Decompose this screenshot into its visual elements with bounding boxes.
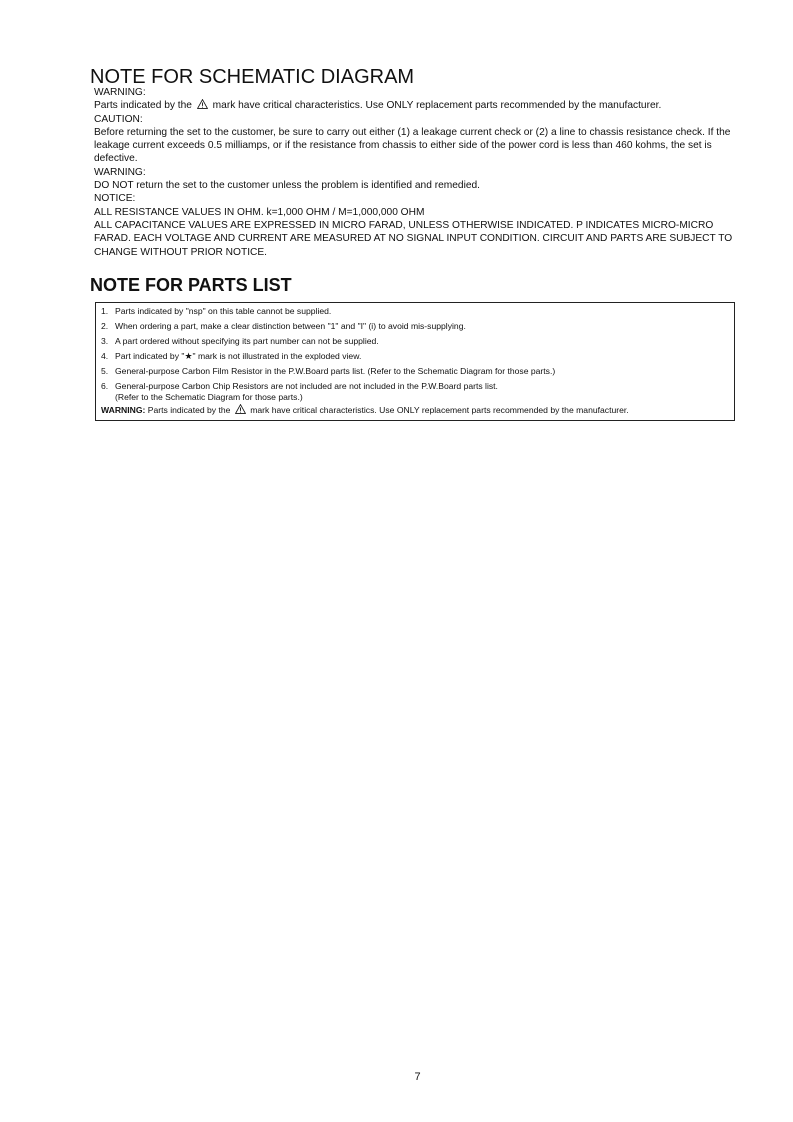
item-text-line-1: General-purpose Carbon Chip Resistors are not included are not included in the P.W.Board parts list. (115, 381, 498, 391)
caution-text: Before returning the set to the customer, be sure to carry out either (1) a leakage current check or (2) a line to chassis resistance check. If the leakage current exceeds 0.5 milliamps, or if the resistance from chassis to either side of the power cord is less than 460 kohms, the set is defective. (94, 126, 731, 165)
item-text-post: " mark is not illustrated in the exploded view. (192, 351, 362, 361)
schematic-note-title: NOTE FOR SCHEMATIC DIAGRAM (90, 66, 415, 88)
parts-note-title: NOTE FOR PARTS LIST (90, 275, 292, 295)
list-item (101, 366, 734, 377)
notice-label: NOTICE: (94, 193, 136, 205)
caution-triangle-icon (235, 404, 246, 414)
item-text-pre: Part indicated by " (115, 351, 185, 361)
schematic-note-body (94, 86, 750, 259)
parts-note-box (95, 302, 735, 421)
star-icon: ★ (184, 351, 193, 361)
warning2-text: DO NOT return the set to the customer unless the problem is identified and remedied. (94, 180, 480, 192)
item-number: 1. (101, 306, 109, 316)
item-number: 2. (101, 321, 109, 331)
warning-text-post: mark have critical characteristics. Use ONLY replacement parts recommended by the manufacturer. (212, 100, 662, 112)
item-text (115, 381, 734, 403)
parts-warning-post: mark have critical characteristics. Use ONLY replacement parts recommended by the manufacturer. (250, 405, 629, 415)
item-text: Parts indicated by "nsp" on this table cannot be supplied. (115, 306, 332, 316)
parts-warning-pre: Parts indicated by the (147, 405, 231, 415)
notice-line-1: ALL RESISTANCE VALUES IN OHM. k=1,000 OHM / M=1,000,000 OHM (94, 206, 425, 218)
item-text: When ordering a part, make a clear distinction between "1" and "I" (i) to avoid mis-supplying. (115, 321, 466, 331)
item-text-line-2: (Refer to the Schematic Diagram for those parts.) (115, 392, 303, 402)
item-number: 3. (101, 336, 109, 346)
page-number: 7 (414, 1071, 421, 1083)
item-text: A part ordered without specifying its part number can not be supplied. (115, 336, 379, 346)
list-item (101, 351, 734, 362)
list-item (101, 321, 734, 332)
caution-triangle-icon (197, 99, 208, 109)
item-text: General-purpose Carbon Film Resistor in the P.W.Board parts list. (Refer to the Schematic Diagram for those parts.) (115, 366, 556, 376)
parts-warning (101, 404, 734, 416)
caution-label: CAUTION: (94, 113, 143, 125)
warning-label: WARNING: (94, 87, 146, 98)
warning-text-pre: Parts indicated by the (94, 100, 192, 112)
list-item (101, 306, 734, 317)
item-number: 6. (101, 381, 109, 391)
parts-warning-label: WARNING: (101, 405, 146, 415)
list-item (101, 381, 734, 403)
warning-text (94, 99, 750, 112)
warning2-label: WARNING: (94, 166, 146, 178)
item-number: 4. (101, 351, 109, 361)
item-number: 5. (101, 366, 109, 376)
item-text (115, 351, 734, 362)
list-item (101, 336, 734, 347)
notice-line-2: ALL CAPACITANCE VALUES ARE EXPRESSED IN MICRO FARAD, UNLESS OTHERWISE INDICATED. P INDICATES MICRO-MICRO FARAD. EACH VOLTAGE AND CURRENT ARE MEASURED AT NO SIGNAL INPUT CONDITION. CIRCUIT AND PARTS ARE SUBJECT TO CHANGE WITHOUT PRIOR NOTICE. (94, 219, 733, 258)
